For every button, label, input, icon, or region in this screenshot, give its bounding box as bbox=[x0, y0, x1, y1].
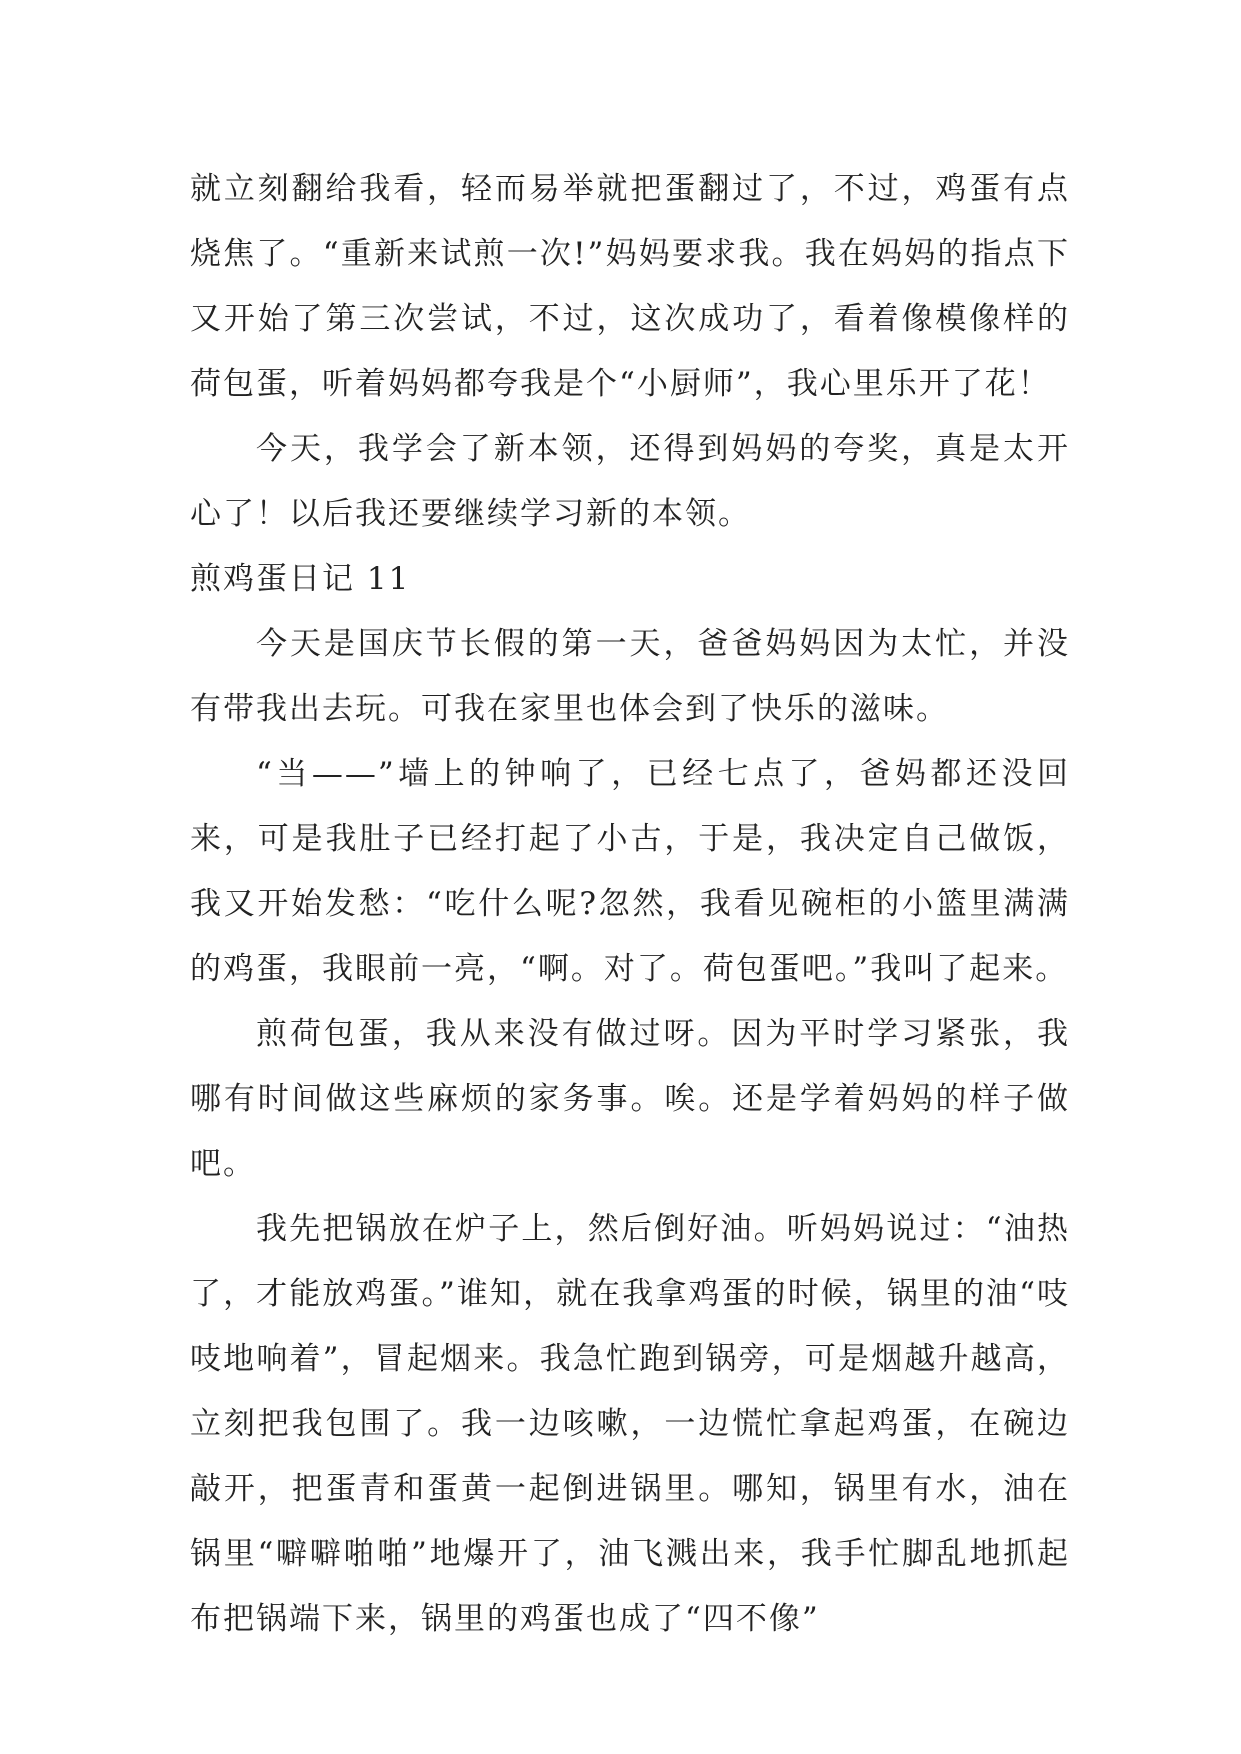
section-paragraph-2: “当——”墙上的钟响了，已经七点了，爸妈都还没回来，可是我肚子已经打起了小古，于是，我决定自己做饭，我又开始发愁：“吃什么呢?忽然，我看见碗柜的小篮里满满的鸡蛋，我眼前一亮，“啊。对了。荷包蛋吧。”我叫了起来。 bbox=[190, 756, 1070, 987]
section-paragraph-1: 今天是国庆节长假的第一天，爸爸妈妈因为太忙，并没有带我出去玩。可我在家里也体会到了快乐的滋味。 bbox=[190, 626, 1070, 727]
section-title: 煎鸡蛋日记 11 bbox=[190, 561, 411, 597]
document-body bbox=[190, 157, 1070, 1652]
section-paragraph-4: 我先把锅放在炉子上，然后倒好油。听妈妈说过：“油热了，才能放鸡蛋。”谁知，就在我拿鸡蛋的时候，锅里的油“吱吱地响着”，冒起烟来。我急忙跑到锅旁，可是烟越升越高，立刻把我包围了。我一边咳嗽，一边慌忙拿起鸡蛋，在碗边敲开，把蛋青和蛋黄一起倒进锅里。哪知，锅里有水，油在锅里“噼噼啪啪”地爆开了，油飞溅出来，我手忙脚乱地抓起布把锅端下来，锅里的鸡蛋也成了“四不像” bbox=[190, 1211, 1070, 1637]
paragraph-1: 就立刻翻给我看，轻而易举就把蛋翻过了，不过，鸡蛋有点烧焦了。“重新来试煎一次!”妈妈要求我。我在妈妈的指点下又开始了第三次尝试，不过，这次成功了，看着像模像样的荷包蛋，听着妈妈都夸我是个“小厨师”，我心里乐开了花！ bbox=[190, 171, 1070, 402]
section-paragraph-3: 煎荷包蛋，我从来没有做过呀。因为平时学习紧张，我哪有时间做这些麻烦的家务事。唉。还是学着妈妈的样子做吧。 bbox=[190, 1016, 1070, 1182]
paragraph-2: 今天，我学会了新本领，还得到妈妈的夸奖，真是太开心了！以后我还要继续学习新的本领。 bbox=[190, 431, 1070, 532]
